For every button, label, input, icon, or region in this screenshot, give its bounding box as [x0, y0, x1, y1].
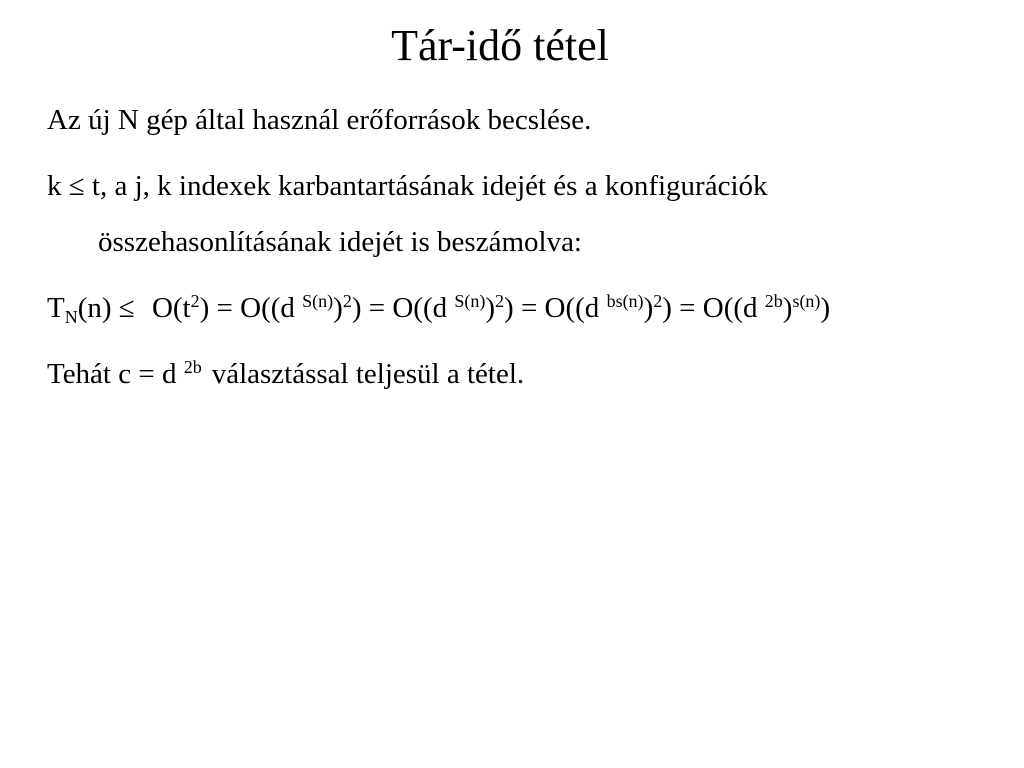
conclusion-sup: 2b	[183, 357, 202, 377]
paragraph-maintenance-line2: összehasonlításának idejét is beszámolva:	[98, 226, 582, 258]
formula-o3-post: ) = O((d	[504, 292, 607, 324]
paragraph-maintenance-line1: k ≤ t, a j, k indexek karbantartásának idejét és a konfigurációk	[47, 170, 768, 202]
conclusion-post: választással teljesül a tétel.	[211, 358, 525, 390]
formula-o3-sup-inner: S(n)	[454, 291, 486, 311]
formula-o5-mid: )	[782, 292, 793, 324]
formula-o4-mid: )	[643, 292, 654, 324]
formula-o2-mid: )	[333, 292, 343, 324]
formula-t-subscript: N	[64, 307, 78, 327]
formula-o2-sup-inner: S(n)	[302, 291, 334, 311]
formula-o3-sup-outer: 2	[495, 291, 505, 311]
conclusion-pre: Tehát c = d	[47, 358, 184, 390]
formula-lhs-rest: (n) ≤	[77, 292, 142, 324]
formula-o1-pre: O(t	[151, 292, 191, 324]
formula-o4-sup-inner: bs(n)	[606, 291, 644, 311]
formula-o2-post: ) = O((d	[351, 292, 455, 324]
formula-o1-sup: 2	[190, 291, 200, 311]
formula-o4-post: ) = O((d	[662, 292, 765, 324]
formula-t-letter: T	[47, 292, 65, 324]
formula-o3-mid: )	[485, 292, 496, 324]
formula-o5-post: )	[820, 292, 831, 324]
formula-o1-post: ) = O((d	[199, 292, 303, 324]
paragraph-conclusion	[47, 354, 524, 394]
slide-title: Tár-idő tétel	[391, 21, 609, 70]
formula-o5-sup-outer: s(n)	[792, 291, 821, 311]
formula-o5-sup-inner: 2b	[764, 291, 783, 311]
paragraph-resource-estimate: Az új N gép által használ erőforrások becslése.	[47, 104, 592, 136]
formula-line	[47, 288, 830, 328]
formula-o4-sup-outer: 2	[653, 291, 663, 311]
formula-o2-sup-outer: 2	[342, 291, 352, 311]
